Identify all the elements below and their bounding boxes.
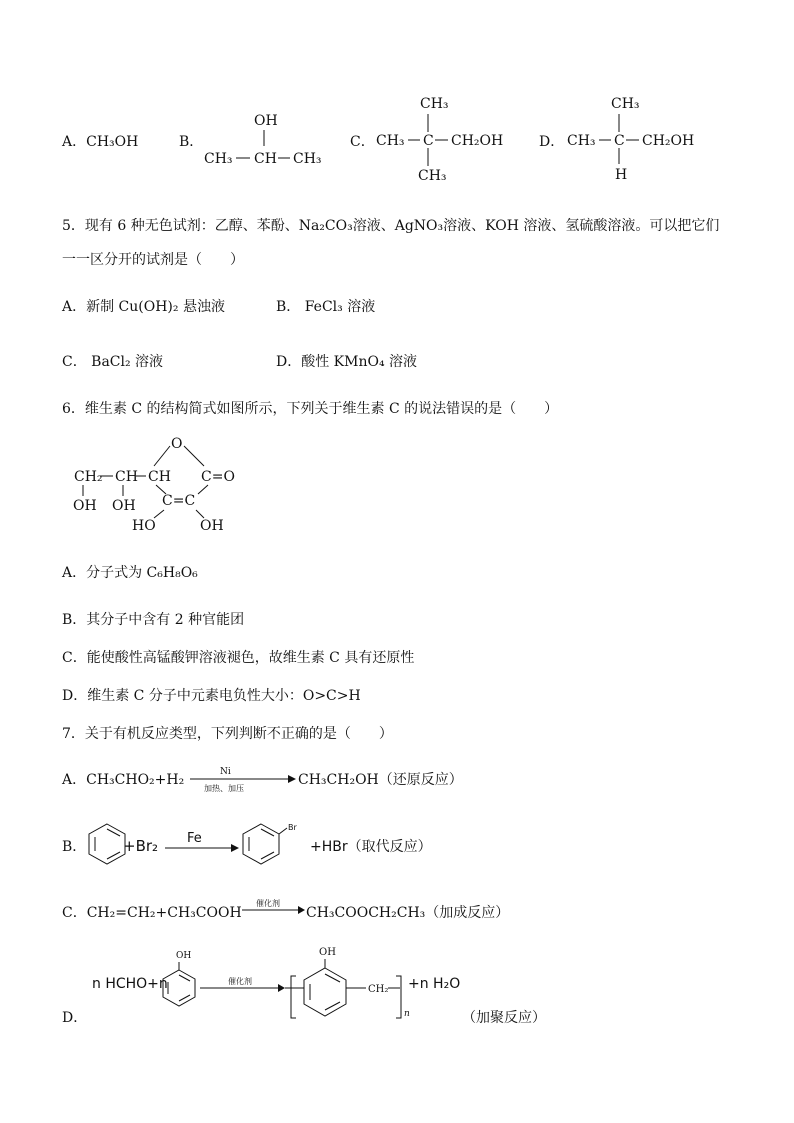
vitamin-c-structure [70,430,250,540]
q7-d-water: +n H₂O [408,976,461,992]
c-double-c: C=C [162,493,196,509]
q5-option-b[interactable]: B． FeCl₃ 溶液 [276,299,376,315]
c-label: C [614,133,625,149]
q7-d-type: （加聚反应） [462,1010,546,1026]
ch-label: CH [115,469,138,485]
ch2oh: CH₂OH [451,133,504,149]
q6-stem: 6．维生素 C 的结构简式如图所示，下列关于维生素 C 的说法错误的是（ ） [62,401,559,417]
br-label: Br [288,823,297,832]
q7-c-arrow [240,898,306,920]
ho-label: HO [132,518,156,534]
q5-option-d[interactable]: D．酸性 KMnO₄ 溶液 [276,354,418,370]
q4-option-d-structure [563,90,703,185]
benzene-ring [89,824,125,864]
ch3-top: CH₃ [611,96,640,112]
ch2-label: CH₂ [74,469,103,485]
catalyst: 催化剂 [256,899,280,908]
q4-option-c-letter[interactable]: C． [350,134,375,150]
q7-a-arrow [188,765,298,793]
bromobenzene-ring [243,824,279,864]
q7-a-product: CH₃CH₂OH（还原反应） [298,772,463,788]
oh-label: OH [254,113,278,129]
oh-label: OH [319,947,336,958]
ch3-left: CH₃ [376,133,405,149]
option-letter: A． [62,134,87,150]
ch2-label: CH₂ [368,984,389,995]
option-letter: C． [62,905,87,921]
q6-option-d[interactable]: D．维生素 C 分子中元素电负性大小：O>C>H [62,688,361,704]
q6-option-c[interactable]: C．能使酸性高锰酸钾溶液褪色，故维生素 C 具有还原性 [62,650,415,666]
oh-2: OH [112,498,136,514]
arrow-head [231,844,239,852]
ch3-left: CH₃ [204,151,233,167]
bond [279,828,287,834]
oh-1: OH [73,498,97,514]
benzene-double-bonds [179,975,190,981]
bond [184,446,204,466]
bond [196,510,204,518]
h-label: H [615,167,628,183]
ring-oxygen: O [171,436,183,452]
subscript-n: n [404,1009,410,1019]
q7-d-reactants: n HCHO+n [92,976,168,992]
ch3-bottom: CH₃ [418,168,447,184]
q6-option-a[interactable]: A．分子式为 C₆H₈O₆ [62,565,198,581]
formula: CH₃OH [86,134,139,150]
q7-option-a[interactable] [62,769,184,789]
q4-option-c-structure [372,90,512,185]
oh-label: OH [176,951,192,961]
bracket-left [291,976,296,1018]
arrow-head [298,906,305,914]
q7-c-product: CH₃COOCH₂CH₃（加成反应） [306,905,510,921]
q4-option-b-structure [200,108,330,168]
option-letter: A． [62,772,87,788]
catalyst: 催化剂 [228,977,252,986]
q6-option-b[interactable]: B．其分子中含有 2 种官能团 [62,612,245,628]
bracket-right [396,976,401,1018]
conditions: 加热、加压 [204,784,244,793]
q5-stem-line2: 一一区分开的试剂是（ ） [62,252,244,268]
carbonyl: C=O [201,469,235,485]
bond [198,485,208,494]
ch3-top: CH₃ [420,96,449,112]
q7-b-product: +HBr（取代反应） [310,839,432,855]
q5-option-c[interactable]: C． BaCl₂ 溶液 [62,354,164,370]
ch3-left: CH₃ [567,133,596,149]
br2-label: +Br₂ [123,837,159,855]
ch3-right: CH₃ [293,151,322,167]
q7-option-d-letter[interactable]: D． [62,1010,88,1026]
q5-option-a[interactable]: A．新制 Cu(OH)₂ 悬浊液 [62,299,225,315]
q7-b-reaction [85,820,305,868]
ch2oh: CH₂OH [642,133,695,149]
reactants: CH₂=CH₂+CH₃COOH [86,905,242,921]
q4-option-b-letter[interactable]: B． [179,134,204,150]
arrow-head [288,775,296,783]
bond [154,446,170,466]
reactants: CH₃CHO₂+H₂ [86,772,185,788]
ring-ch: CH [148,469,171,485]
catalyst: Ni [220,767,231,777]
catalyst-fe: Fe [187,831,202,846]
q7-option-b-letter[interactable]: B． [62,839,87,855]
q4-option-d-letter[interactable]: D． [539,134,565,150]
ch-label: CH [254,151,277,167]
oh-3: OH [200,518,224,534]
q4-option-a[interactable] [62,131,138,151]
c-label: C [423,133,434,149]
bond [154,510,164,518]
arrow-head [278,984,285,992]
benzene-double-bonds [179,995,190,1001]
q7-stem: 7．关于有机反应类型，下列判断不正确的是（ ） [62,726,393,742]
q7-option-c[interactable] [62,902,242,922]
q5-stem-line1: 5．现有 6 种无色试剂：乙醇、苯酚、Na₂CO₃溶液、AgNO₃溶液、KOH 溶液、氢硫酸溶液。可以把它们 [62,218,720,234]
